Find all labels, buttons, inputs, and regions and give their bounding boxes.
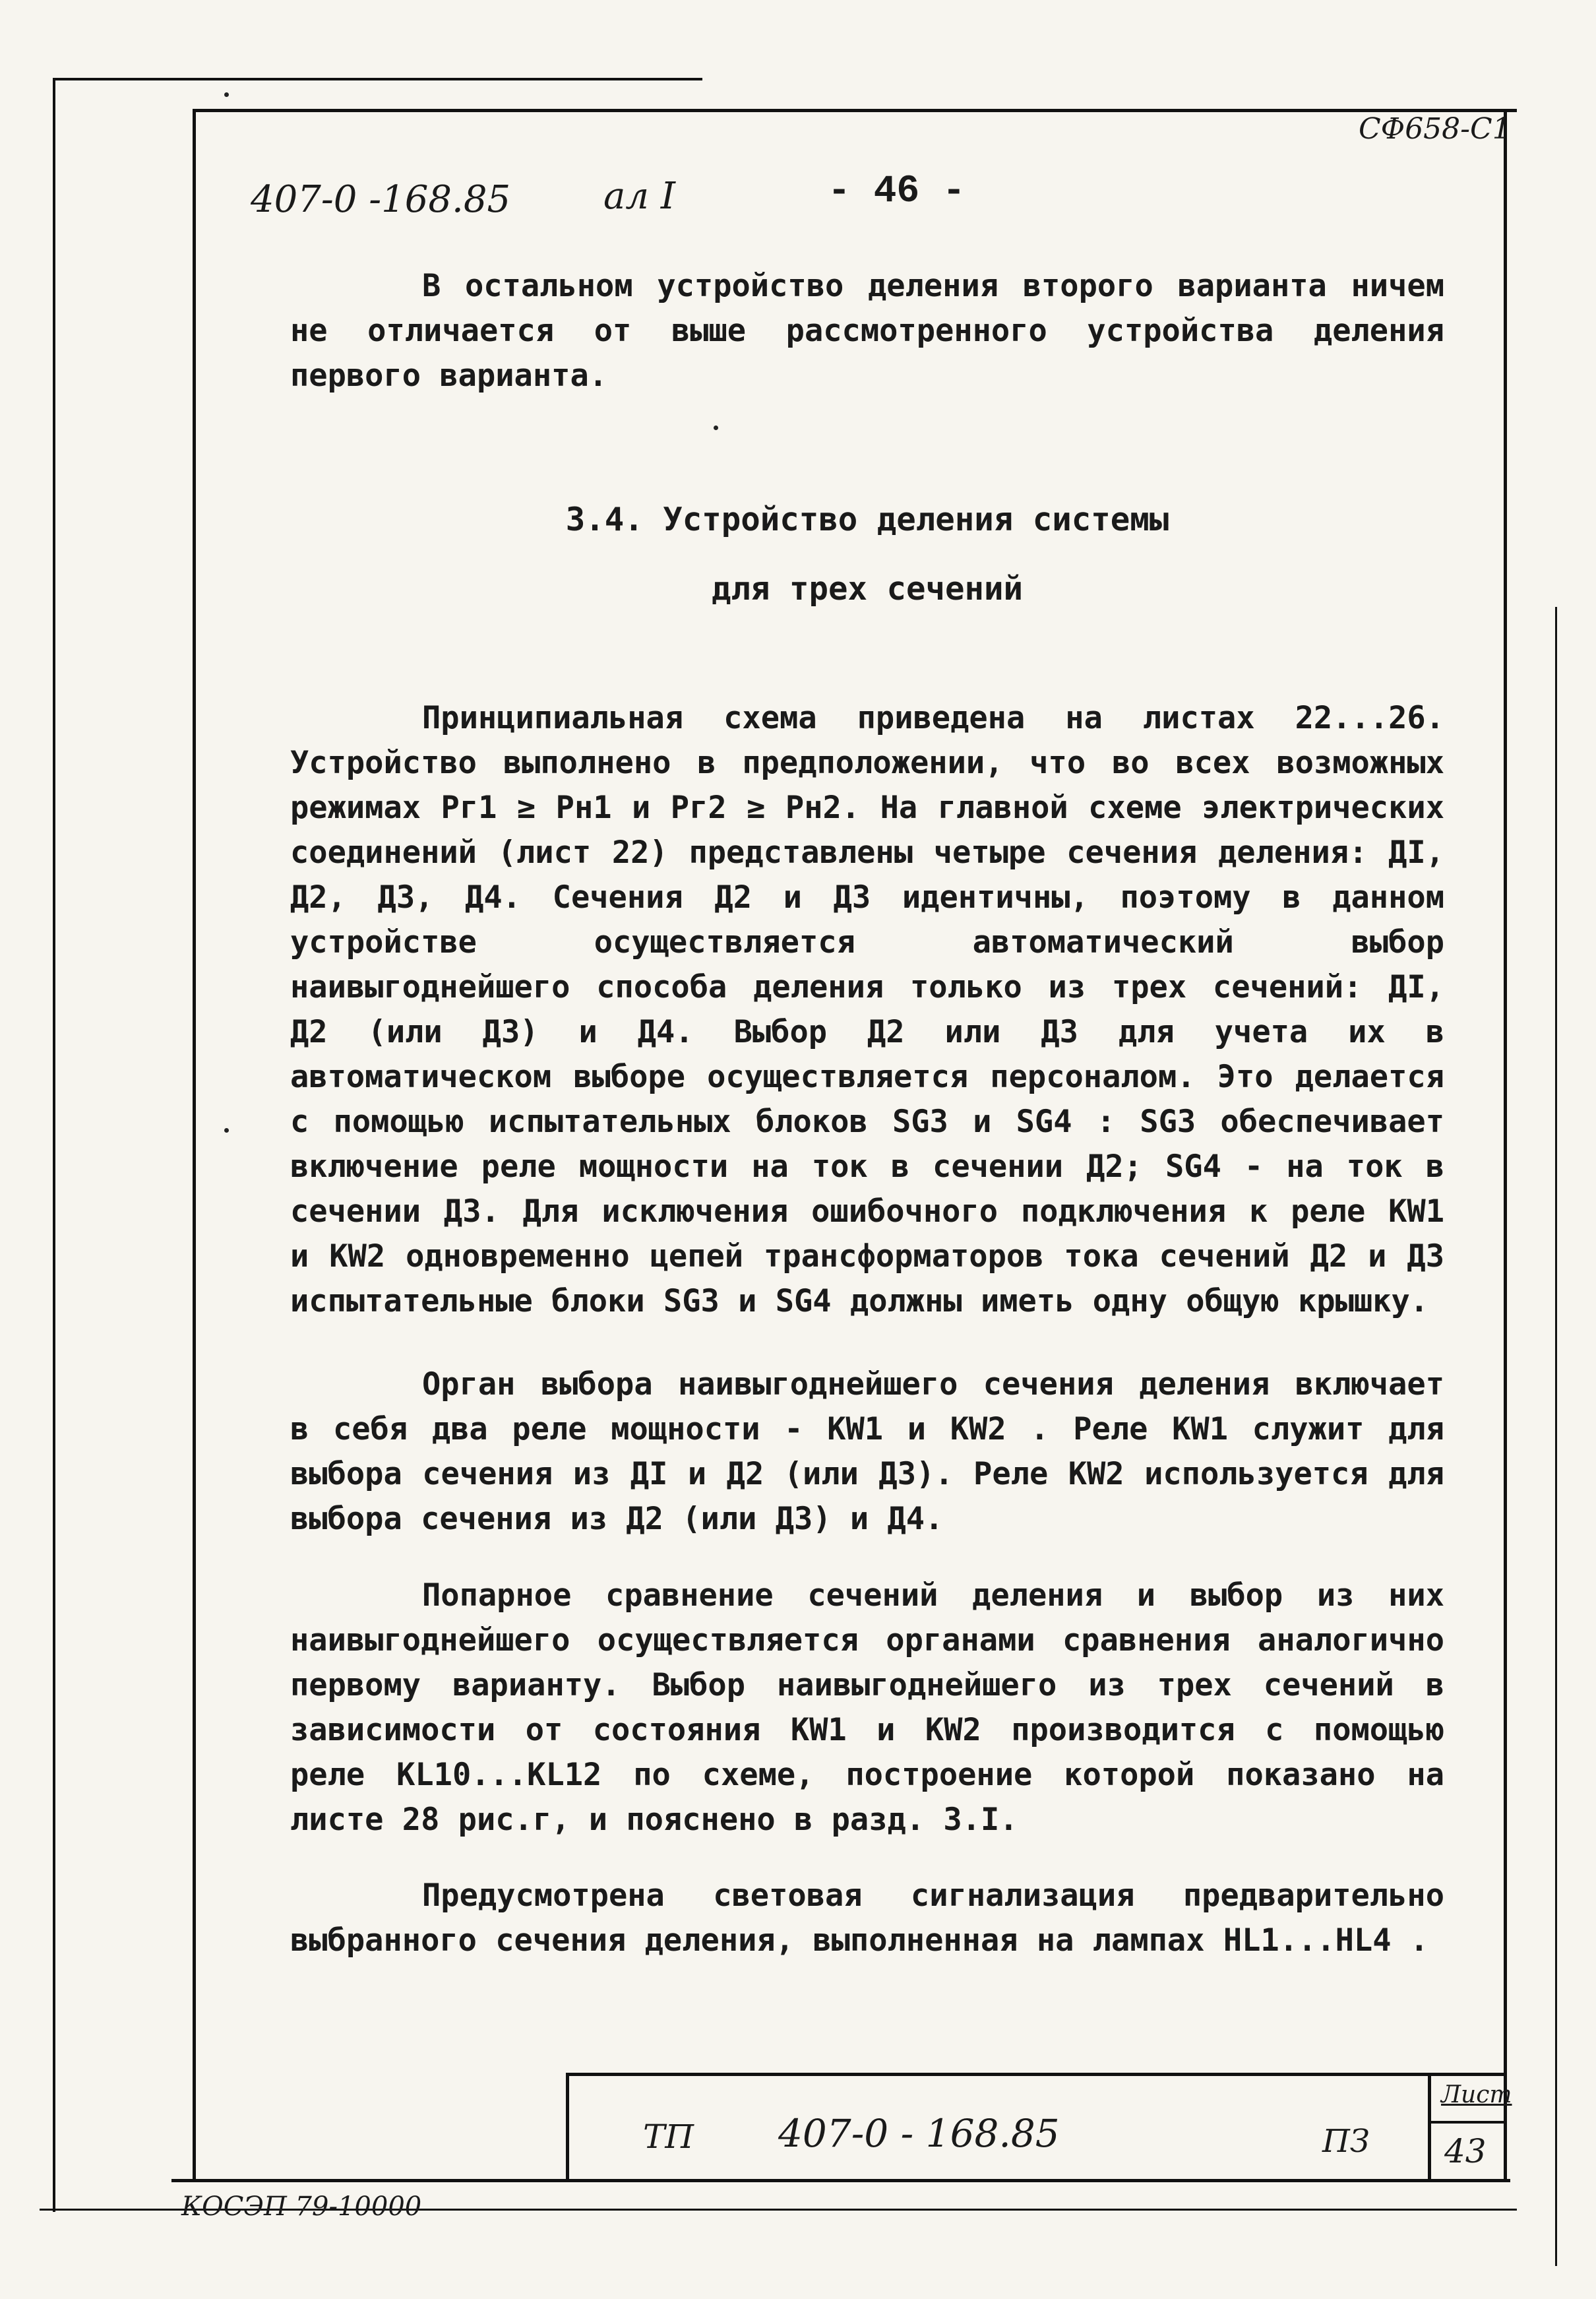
paragraph-2-block bbox=[290, 696, 1444, 1324]
page-number: - 46 - bbox=[828, 170, 966, 213]
scan-speck bbox=[224, 1128, 229, 1133]
title-block-top bbox=[567, 2073, 1507, 2076]
sheet-cell-divider bbox=[1428, 2121, 1507, 2124]
sheet-number: 43 bbox=[1444, 2132, 1487, 2170]
sheet-cell-left bbox=[1428, 2073, 1431, 2182]
paragraph-5-block bbox=[290, 1874, 1444, 1963]
inner-frame-left bbox=[193, 109, 196, 2180]
scan-speck bbox=[224, 92, 229, 97]
inner-frame-top bbox=[195, 109, 1517, 112]
title-block-project-code: 407-0 - 168.85 bbox=[778, 2111, 1060, 2156]
paragraph-1: В остальном устройство деления второго варианта ничем не отличается от выше рассмотренного устройства деления первого варианта. bbox=[290, 268, 1444, 394]
outer-frame-top bbox=[53, 78, 702, 80]
paragraph-4: Попарное сравнение сечений деления и выбор из них наивыгоднейшего осуществляется органами сравнения аналогично первому варианту. Выбор наивыгоднейшего из трех сечений в зависимости от состояния KW1 и KW2 производится с помощью реле KL10...KL12 по схеме, построение которой показано на листе 28 рис.г, и пояснено в разд. 3.I. bbox=[290, 1577, 1444, 1838]
inner-frame-bottom bbox=[171, 2179, 1510, 2182]
album-number: ал I bbox=[603, 175, 675, 218]
heading-line-1: 3.4. Устройство деления системы bbox=[565, 501, 1169, 538]
sheet-label: Лист bbox=[1441, 2081, 1512, 2108]
right-margin-line bbox=[1555, 607, 1557, 2266]
paragraph-2: Принципиальная схема приведена на листах 22...26. Устройство выполнено в предположении, что во всех возможных режимах Pг1 ≥ Pн1 и Pг2 ≥ Pн2. На главной схеме электрических соединений (лист 22) представлены четыре сечения деления: ДI, Д2, Д3, Д4. Сечения Д2 и Д3 идентичны, поэтому в данном устройстве осуществляется автоматический выбор наивыгоднейшего способа деления только из трех сечений: ДI, Д2 (или Д3) и Д4. Выбор Д2 или Д3 для учета их в автоматическом выборе осуществляется персоналом. Это делается с помощью испытательных блоков SG3 и SG4 : SG3 обеспечивает включение реле мощности на ток в сечении Д2; SG4 - на ток в сечении Д3. Для исключения ошибочного подключения к реле KW1 и KW2 одновременно цепей трансформаторов тока сечений Д2 и Д3 испытательные блоки SG3 и SG4 должны иметь одну общую крышку. bbox=[290, 700, 1444, 1319]
title-block-left bbox=[566, 2073, 569, 2182]
outer-frame-left bbox=[53, 78, 55, 2212]
paragraph-5: Предусмотрена световая сигнализация предварительно выбранного сечения деления, выполненная на лампах HL1...HL4 . bbox=[290, 1877, 1444, 1959]
scan-speck bbox=[714, 425, 718, 430]
print-code: КОСЭП 79-10000 bbox=[181, 2191, 422, 2222]
corner-document-code: СФ658-С1 bbox=[1359, 112, 1511, 146]
title-block-doc-type: ПЗ bbox=[1322, 2123, 1370, 2160]
paragraph-4-block bbox=[290, 1573, 1444, 1842]
section-heading bbox=[290, 485, 1444, 623]
paragraph-1-block bbox=[290, 264, 1444, 398]
title-block-tp-label: ТП bbox=[643, 2118, 694, 2156]
heading-line-2: для трех сечений bbox=[711, 570, 1023, 608]
document-code: 407-0 -168.85 bbox=[251, 178, 511, 221]
paragraph-3: Орган выбора наивыгоднейшего сечения деления включает в себя два реле мощности - KW1 и KW2 . Реле KW1 служит для выбора сечения из ДI и Д2 (или Д3). Реле KW2 используется для выбора сечения из Д2 (или Д3) и Д4. bbox=[290, 1366, 1444, 1537]
paragraph-3-block bbox=[290, 1362, 1444, 1542]
inner-frame-right bbox=[1504, 109, 1507, 2180]
